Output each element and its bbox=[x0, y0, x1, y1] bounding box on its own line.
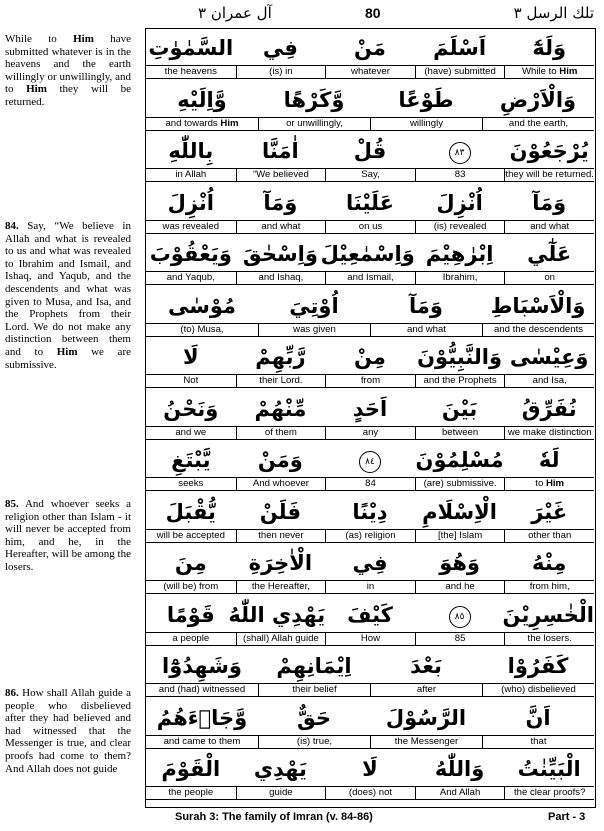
arabic-word: وَشَهِدُوْٓا bbox=[162, 654, 242, 678]
english-gloss: 84 bbox=[325, 478, 415, 490]
arabic-word: وَيَعْقُوْبَ bbox=[149, 242, 232, 266]
english-gloss: and the descendents bbox=[482, 324, 594, 336]
translation-line bbox=[146, 683, 594, 697]
arabic-word: وَمَنْ bbox=[257, 448, 303, 472]
side-note-number: 86. bbox=[5, 687, 19, 699]
arabic-word: وَّجَاۗءَھُمُ bbox=[156, 705, 248, 730]
translation-line bbox=[146, 786, 594, 800]
english-gloss: (will be) from bbox=[163, 581, 219, 592]
english-gloss: (is) in bbox=[236, 66, 326, 78]
english-gloss: from him, bbox=[504, 581, 594, 593]
english-gloss: will be accepted bbox=[156, 529, 225, 541]
english-gloss: the people bbox=[168, 787, 214, 798]
arabic-word: وَالْاَرْضِ bbox=[499, 87, 577, 112]
footer-surah: Surah 3: The family of Imran (v. 84-86) bbox=[175, 811, 373, 823]
english-gloss: Ibrahim, bbox=[415, 272, 505, 284]
english-gloss: and Isa, bbox=[504, 375, 594, 387]
arabic-word: وَالْاَسْبَاطِ bbox=[490, 293, 586, 318]
english-gloss: of them bbox=[236, 427, 326, 439]
english-gloss: While to Him bbox=[504, 66, 594, 78]
english-gloss: on us bbox=[325, 221, 415, 233]
arabic-line bbox=[146, 752, 594, 786]
english-gloss: or unwillingly, bbox=[258, 118, 370, 130]
arabic-word: يَهْدِي اللّٰهُ bbox=[228, 602, 326, 627]
english-gloss: and the earth, bbox=[482, 118, 594, 130]
english-gloss: was revealed bbox=[162, 220, 220, 232]
translation-line bbox=[146, 323, 594, 337]
arabic-line bbox=[146, 598, 594, 632]
translation-line bbox=[146, 529, 594, 543]
arabic-word: الْبَيِّنٰتُ bbox=[517, 757, 581, 781]
arabic-word: وَاِسْحٰقَ bbox=[242, 242, 318, 266]
english-gloss: (are) submissive. bbox=[415, 478, 505, 490]
arabic-line bbox=[146, 546, 594, 580]
side-note-83 bbox=[5, 33, 131, 109]
arabic-word: يَهْدِي bbox=[253, 757, 307, 781]
arabic-word: بِاللّٰهِ bbox=[168, 139, 214, 163]
arabic-word: مِنَ bbox=[174, 551, 207, 575]
side-note-number: 84. bbox=[5, 220, 19, 232]
translation-line bbox=[146, 632, 594, 646]
arabic-word: وَعِيْسٰى bbox=[509, 345, 589, 369]
english-gloss: (have) submitted bbox=[415, 66, 505, 78]
arabic-line bbox=[146, 701, 594, 735]
english-gloss: from bbox=[325, 375, 415, 387]
arabic-word: وَمَآ bbox=[263, 190, 298, 215]
english-gloss: they will be returned. bbox=[505, 169, 594, 180]
side-note-84 bbox=[5, 220, 131, 371]
word-by-word-grid bbox=[145, 28, 596, 808]
english-gloss: on bbox=[504, 272, 594, 284]
english-gloss: and towards Him bbox=[165, 117, 239, 129]
arabic-word: قَوْمًا bbox=[166, 602, 215, 627]
english-gloss: whatever bbox=[325, 66, 415, 78]
side-note-86 bbox=[5, 687, 131, 775]
arabic-word: اُنْزِلَ bbox=[436, 190, 483, 215]
arabic-word bbox=[415, 598, 505, 632]
arabic-word: وَاِسْمٰعِيْلَ bbox=[320, 242, 415, 266]
english-gloss: between bbox=[415, 427, 505, 439]
arabic-word: فِي bbox=[262, 36, 298, 60]
arabic-word: الْاٰخِرَةِ bbox=[248, 551, 313, 575]
arabic-word: الْقَوْمَ bbox=[161, 757, 221, 781]
english-gloss: and what bbox=[370, 324, 482, 336]
arabic-word bbox=[325, 443, 415, 477]
arabic-line bbox=[146, 134, 594, 168]
english-gloss: was given bbox=[258, 324, 370, 336]
english-gloss: the clear proofs? bbox=[504, 787, 594, 799]
english-gloss: the losers. bbox=[504, 633, 594, 645]
arabic-word: اِيْمَانِهِمْ bbox=[276, 654, 352, 678]
arabic-word: يُرْجَعُوْنَ bbox=[509, 139, 589, 163]
english-gloss: and what bbox=[236, 221, 326, 233]
arabic-word: يُّقْبَلَ bbox=[165, 499, 216, 524]
translation-line bbox=[146, 374, 594, 388]
english-gloss: How bbox=[325, 633, 415, 645]
english-gloss: a people bbox=[172, 632, 210, 644]
arabic-line bbox=[146, 340, 594, 374]
english-gloss: to Him bbox=[504, 478, 594, 490]
arabic-word: وَاللّٰهُ bbox=[434, 757, 485, 781]
english-gloss: and came to them bbox=[163, 735, 241, 747]
english-gloss: and the Prophets bbox=[415, 375, 505, 387]
side-note-text: And whoever seeks a religion other than Islam - it will never be accepted from him, and he, in the Hereafter, will be among the losers. bbox=[5, 498, 131, 573]
english-gloss: And whoever bbox=[236, 478, 326, 490]
english-gloss: and we bbox=[175, 426, 207, 438]
header-right-title: تلك الرسل ٣ bbox=[513, 4, 594, 22]
arabic-word: قُلْ bbox=[353, 139, 387, 163]
arabic-word: لَا bbox=[182, 345, 199, 369]
side-note-number: 85. bbox=[5, 498, 19, 510]
arabic-word: بَعْدَ bbox=[410, 654, 442, 678]
ayah-marker-icon: ٨٣ bbox=[449, 142, 471, 164]
page-number: 80 bbox=[365, 5, 381, 21]
arabic-word: اٰمَنَّا bbox=[262, 139, 299, 163]
english-gloss: And Allah bbox=[415, 787, 505, 799]
english-gloss: then never bbox=[236, 530, 326, 542]
english-gloss: the heavens bbox=[164, 66, 217, 77]
arabic-word: اُوْتِيَ bbox=[289, 293, 339, 318]
translation-line bbox=[146, 735, 594, 749]
arabic-word: وَمَآ bbox=[409, 293, 443, 318]
english-gloss: their Lord. bbox=[236, 375, 326, 387]
arabic-word: عَلٰٓي bbox=[527, 242, 572, 266]
arabic-line bbox=[146, 495, 594, 529]
arabic-line bbox=[146, 31, 594, 65]
arabic-word: اَحَدٍ bbox=[352, 396, 388, 421]
arabic-word: عَلَيْنَا bbox=[346, 190, 394, 215]
arabic-word: رَّبِّهِمْ bbox=[255, 345, 306, 369]
english-gloss: in bbox=[325, 581, 415, 593]
arabic-word: وَهُوَ bbox=[439, 551, 480, 575]
arabic-word: نُفَرِّقُ bbox=[521, 396, 577, 421]
arabic-line bbox=[146, 237, 594, 271]
side-note-text: While to Him have submitted whatever is in the heavens and the earth willingly or unwillingly, and to Him they will be returned. bbox=[5, 33, 132, 108]
english-gloss: and what bbox=[504, 221, 594, 233]
arabic-word: وَنَحْنُ bbox=[163, 396, 219, 421]
arabic-word: حَقٌّ bbox=[296, 705, 332, 730]
arabic-word: لَا bbox=[362, 757, 378, 781]
english-gloss: (who) disbelieved bbox=[482, 684, 594, 696]
translation-line bbox=[146, 477, 594, 491]
arabic-word: مَنْ bbox=[354, 36, 386, 60]
english-gloss: that bbox=[482, 736, 594, 748]
english-gloss: and Ismail, bbox=[325, 272, 415, 284]
side-note-text: Say, “We believe in Allah and what is revealed to us and what was revealed to Ibrahim and Ismail, and Ishaq, and Yaqub, and the descendents and what was given to Musa, and Isa, and the Prophets from their Lord. We do not make any distinction between them and to Him we are submissive. bbox=[5, 220, 131, 371]
arabic-word: فَلَنْ bbox=[259, 499, 301, 524]
arabic-word: فِي bbox=[352, 551, 388, 575]
translation-line bbox=[146, 271, 594, 285]
arabic-line bbox=[146, 392, 594, 426]
english-gloss: and he bbox=[415, 581, 505, 593]
english-gloss: the Hereafter, bbox=[236, 581, 326, 593]
arabic-word: مِنْ bbox=[354, 345, 386, 369]
arabic-word: اَسْلَمَ bbox=[433, 36, 487, 60]
ayah-marker-icon: ٨٤ bbox=[359, 451, 381, 473]
translation-line bbox=[146, 426, 594, 440]
translation-line bbox=[146, 168, 594, 182]
ayah-marker-icon: ٨٥ bbox=[449, 606, 471, 628]
arabic-word: يَّبْتَغِ bbox=[171, 448, 211, 472]
page-header bbox=[0, 0, 604, 28]
arabic-word: وَّاِلَيْهِ bbox=[177, 87, 227, 112]
arabic-word bbox=[415, 134, 505, 168]
arabic-word: الْخٰسِرِيْنَ bbox=[502, 602, 594, 627]
arabic-word: اَنَّ bbox=[525, 705, 551, 730]
english-gloss: and Yaqub, bbox=[166, 272, 215, 283]
arabic-word: مِّنْهُمْ bbox=[254, 396, 307, 421]
arabic-line bbox=[146, 443, 594, 477]
english-gloss: other than bbox=[504, 530, 594, 542]
english-gloss: and (had) witnessed bbox=[158, 684, 246, 695]
footer-part: Part - 3 bbox=[548, 811, 586, 823]
translation-line bbox=[146, 220, 594, 234]
english-gloss: (to) Musa, bbox=[180, 323, 224, 335]
english-gloss: the Messenger bbox=[370, 736, 482, 748]
arabic-line bbox=[146, 83, 594, 117]
arabic-word: الرَّسُوْلَ bbox=[385, 705, 467, 730]
arabic-word: وَمَآ bbox=[532, 190, 567, 215]
english-gloss: in Allah bbox=[175, 169, 207, 180]
english-gloss: after bbox=[370, 684, 482, 696]
english-gloss: 85 bbox=[415, 633, 505, 645]
english-gloss: (is) true, bbox=[258, 736, 370, 748]
english-gloss: willingly bbox=[370, 118, 482, 130]
english-gloss: 83 bbox=[415, 169, 505, 181]
english-gloss: guide bbox=[236, 787, 326, 799]
translation-line bbox=[146, 117, 594, 131]
arabic-line bbox=[146, 649, 594, 683]
translation-line bbox=[146, 580, 594, 594]
english-gloss: “We believed bbox=[236, 169, 326, 181]
arabic-word: مِنْهُ bbox=[532, 551, 567, 575]
arabic-line bbox=[146, 289, 594, 323]
english-gloss: (shall) Allah guide bbox=[236, 633, 326, 645]
side-note-text: How shall Allah guide a people who disbelieved after they had believed and had witnessed that the Messenger is true, and clear proofs had come to them? And Allah does not guide bbox=[5, 687, 131, 775]
arabic-word: السَّمٰوٰتِ bbox=[148, 36, 234, 60]
english-gloss: their belief bbox=[258, 684, 370, 696]
arabic-word: لَهٗ bbox=[538, 448, 560, 472]
arabic-word: الْاِسْلَامِ bbox=[422, 499, 497, 524]
english-gloss: Say, bbox=[325, 169, 415, 181]
arabic-word: اِبْرٰهِيْمَ bbox=[425, 242, 494, 266]
english-gloss: we make distinction bbox=[504, 427, 594, 439]
arabic-word: كَفَرُوْا bbox=[507, 654, 569, 678]
arabic-word: وَالنَّبِيُّوْنَ bbox=[417, 345, 503, 369]
arabic-word: مُوْسٰى bbox=[167, 293, 237, 318]
arabic-word: وَلَهٗٓ bbox=[532, 36, 567, 60]
english-gloss: seeks bbox=[178, 478, 204, 489]
english-gloss: Not bbox=[183, 375, 199, 386]
english-gloss: [the] Islam bbox=[415, 530, 505, 542]
english-gloss: any bbox=[325, 427, 415, 439]
english-gloss: and Ishaq, bbox=[236, 272, 326, 284]
arabic-word: طَوْعًا bbox=[398, 87, 454, 112]
arabic-word: اُنْزِلَ bbox=[167, 190, 214, 215]
arabic-word: كَيْفَ bbox=[347, 602, 393, 627]
arabic-word: بَيْنَ bbox=[441, 396, 478, 421]
arabic-line bbox=[146, 186, 594, 220]
translation-line bbox=[146, 65, 594, 79]
side-note-85 bbox=[5, 498, 131, 574]
header-left-title: آل عمران ٣ bbox=[198, 4, 272, 22]
english-gloss: (as) religion bbox=[325, 530, 415, 542]
english-gloss: (is) revealed bbox=[415, 221, 505, 233]
arabic-word: مُسْلِمُوْنَ bbox=[415, 448, 504, 472]
arabic-word: غَيْرَ bbox=[531, 499, 568, 524]
arabic-word: دِيْنًا bbox=[352, 499, 388, 524]
arabic-word: وَّكَرْهًا bbox=[283, 87, 345, 112]
english-gloss: (does) not bbox=[325, 787, 415, 799]
